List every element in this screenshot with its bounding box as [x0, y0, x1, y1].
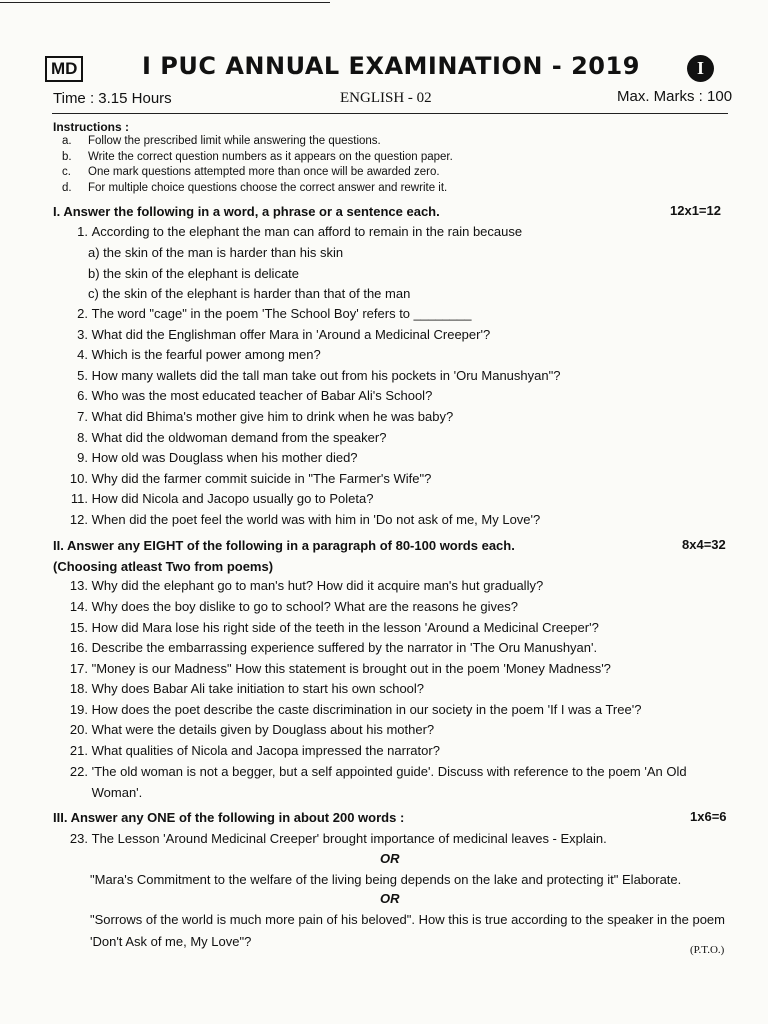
instructions-heading: Instructions : — [53, 120, 130, 134]
question-1: 1. According to the elephant the man can afford to remain in the rain because — [77, 224, 523, 239]
instruction-item: c. One mark questions attempted more than once will be awarded zero. — [62, 166, 440, 178]
section-2-heading: II. Answer any EIGHT of the following in a paragraph of 80-100 words each. — [53, 538, 515, 553]
question-item: 19. How does the poet describe the caste discrimination in our society in the poem 'If I was a Tree'? — [69, 702, 642, 717]
time-duration: Time : 3.15 Hours — [53, 90, 172, 107]
question-item: 16. Describe the embarrassing experience suffered by the narrator in 'The Oru Manushyan'. — [69, 640, 598, 655]
or-separator: OR — [380, 891, 400, 906]
question-item: 13. Why did the elephant go to man's hut? How did it acquire man's hut gradually? — [69, 578, 544, 593]
instruction-item: a. Follow the prescribed limit while answering the questions. — [62, 135, 381, 147]
section-3-marks: 1x6=6 — [690, 809, 727, 824]
question-item: 8. What did the oldwoman demand from the speaker? — [77, 430, 387, 445]
question-item: 6. Who was the most educated teacher of Babar Ali's School? — [77, 388, 433, 403]
section-1-marks: 12x1=12 — [670, 203, 721, 218]
exam-title: I PUC ANNUAL EXAMINATION - 2019 — [142, 52, 640, 80]
option-b: b) the skin of the elephant is delicate — [88, 266, 300, 281]
question-item: 3. What did the Englishman offer Mara in 'Around a Medicinal Creeper'? — [77, 327, 491, 342]
question-item: 17. "Money is our Madness" How this statement is brought out in the poem 'Money Madness'? — [69, 661, 611, 676]
question-item: 21. What qualities of Nicola and Jacopa impressed the narrator? — [69, 743, 440, 758]
question-item: 4. Which is the fearful power among men? — [77, 347, 321, 362]
alternative-question-1: "Mara's Commitment to the welfare of the living being depends on the lake and protecting it" Elaborate. — [90, 872, 682, 887]
option-a: a) the skin of the man is harder than his skin — [88, 245, 344, 260]
option-c: c) the skin of the elephant is harder than that of the man — [88, 286, 411, 301]
question-item: 7. What did Bhima's mother give him to drink when he was baby? — [77, 409, 454, 424]
question-item: 11. How did Nicola and Jacopo usually go to Poleta? — [70, 491, 374, 506]
alternative-question-2: "Sorrows of the world is much more pain of his beloved". How this is true according to the speaker in the poem 'Don't Ask of me, My Love"? — [90, 912, 725, 949]
question-item: 9. How old was Douglass when his mother died? — [77, 450, 358, 465]
question-item: 18. Why does Babar Ali take initiation to start his own school? — [69, 681, 425, 696]
instruction-item: d. For multiple choice questions choose the correct answer and rewrite it. — [62, 181, 448, 194]
section-3-heading: III. Answer any ONE of the following in about 200 words : — [53, 810, 405, 825]
subject-name: ENGLISH - 02 — [340, 90, 432, 106]
or-separator: OR — [380, 851, 400, 866]
paper-number-badge: I — [687, 55, 714, 82]
section-2-subheading: (Choosing atleast Two from poems) — [53, 559, 274, 574]
paper-code-box: MD — [45, 56, 83, 82]
please-turn-over: (P.T.O.) — [690, 944, 725, 956]
question-item: 20. What were the details given by Douglass about his mother? — [69, 722, 435, 737]
top-edge-rule — [0, 2, 330, 3]
question-item: 22. 'The old woman is not a begger, but a self appointed guide'. Discuss with reference to the poem 'An Old Woman'. — [69, 764, 687, 800]
question-23: 23. The Lesson 'Around Medicinal Creeper' brought importance of medicinal leaves - Explain. — [69, 831, 607, 846]
section-1-heading: I. Answer the following in a word, a phrase or a sentence each. — [53, 204, 440, 219]
question-item: 5. How many wallets did the tall man take out from his pockets in 'Oru Manushyan"? — [77, 368, 561, 383]
section-2-marks: 8x4=32 — [682, 537, 726, 552]
question-item: 12. When did the poet feel the world was with him in 'Do not ask of me, My Love'? — [69, 512, 541, 527]
max-marks: Max. Marks : 100 — [617, 88, 733, 105]
instructions-list — [62, 135, 453, 197]
question-item: 10. Why did the farmer commit suicide in "The Farmer's Wife"? — [69, 471, 432, 486]
question-item: 14. Why does the boy dislike to go to school? What are the reasons he gives? — [69, 599, 518, 614]
instruction-item: b. Write the correct question numbers as it appears on the question paper. — [62, 150, 453, 163]
header-divider — [52, 113, 728, 114]
question-item: 2. The word "cage" in the poem 'The School Boy' refers to ________ — [77, 306, 472, 321]
question-item: 15. How did Mara lose his right side of the teeth in the lesson 'Around a Medicinal Creeper'? — [69, 620, 599, 635]
